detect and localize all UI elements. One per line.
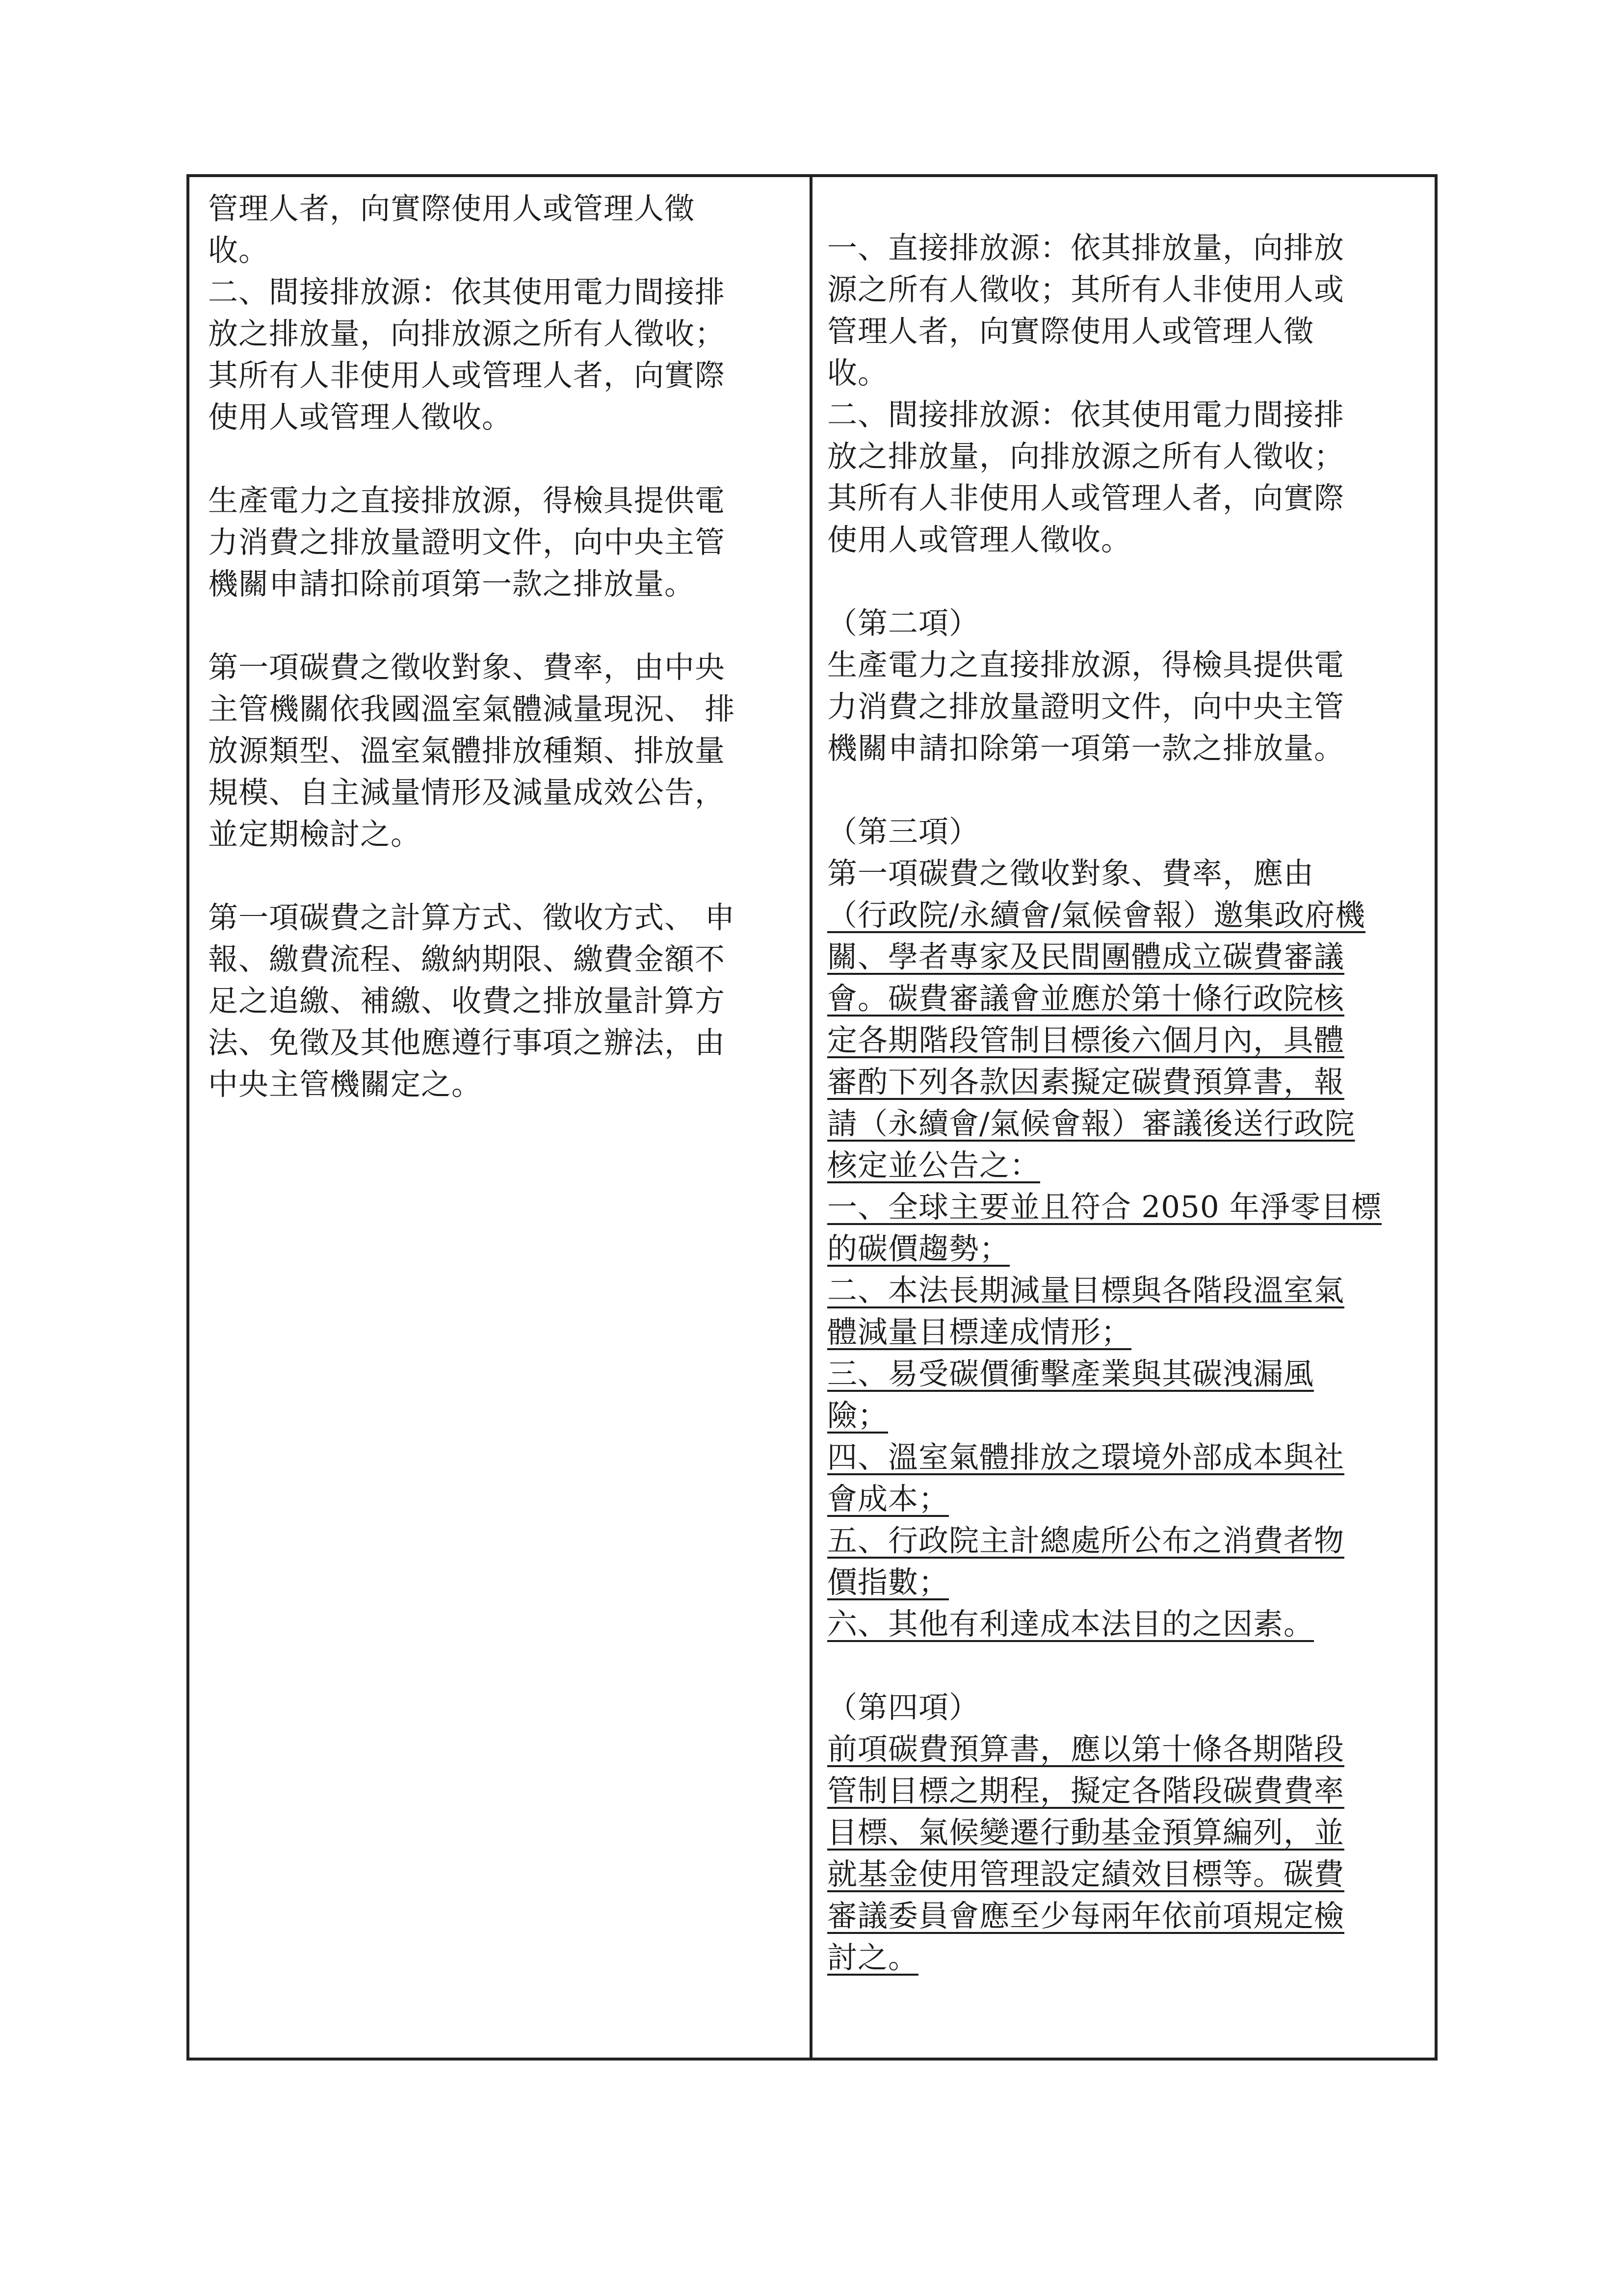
blank-line [827,1645,1425,1687]
text-line: 放源類型、溫室氣體排放種類、排放量 [208,733,726,768]
section-heading: （第三項） [827,814,980,849]
blank-line [208,605,800,647]
underlined-line: 二、本法長期減量目標與各階段溫室氣 [827,1273,1345,1308]
text-line: 使用人或管理人徵收。 [827,522,1132,557]
blank-line [208,855,800,897]
underlined-line: 價指數； [827,1565,949,1600]
text-line: 二、間接排放源：依其使用電力間接排 [827,397,1345,432]
text-line: 足之追繳、補繳、收費之排放量計算方 [208,984,726,1018]
text-line: 力消費之排放量證明文件，向中央主管 [208,525,726,560]
underlined-line: 六、其他有利達成本法目的之因素。 [827,1607,1314,1642]
text-line: 生產電力之直接排放源，得檢具提供電 [827,648,1345,682]
text-line: 放之排放量，向排放源之所有人徵收； [827,439,1345,474]
text-line: 機關申請扣除前項第一款之排放量。 [208,567,695,601]
blank-line [208,438,800,480]
text-line: 管理人者，向實際使用人或管理人徵 [827,314,1314,349]
text-line: 第一項碳費之徵收對象、費率，由中央 [208,650,726,685]
text-line: 一、直接排放源：依其排放量，向排放 [827,231,1345,265]
text-line: 收。 [827,356,889,391]
text-line: 機關申請扣除第一項第一款之排放量。 [827,731,1345,766]
text-line: 法、免徵及其他應遵行事項之辦法，由 [208,1025,726,1060]
underlined-line: 會成本； [827,1482,949,1516]
text-line: 二、間接排放源：依其使用電力間接排 [208,275,726,310]
text-line: 第一項碳費之徵收對象、費率，應由 [827,856,1314,891]
text-line: 中央主管機關定之。 [208,1067,482,1102]
text-line: 其所有人非使用人或管理人者，向實際 [827,481,1345,516]
section-heading: （第二項） [827,606,980,641]
text-line: 使用人或管理人徵收。 [208,400,513,435]
underlined-line: 討之。 [827,1940,919,1975]
right-column [812,177,1435,2058]
text-line: 力消費之排放量證明文件，向中央主管 [827,689,1345,724]
underlined-line: 的碳價趨勢； [827,1231,1010,1266]
text-line: 生產電力之直接排放源，得檢具提供電 [208,483,726,518]
underlined-line: 審酌下列各款因素擬定碳費預算書，報 [827,1065,1345,1099]
text-line: 管理人者，向實際使用人或管理人徵 [208,191,695,226]
left-column [189,177,812,2058]
text-line: 規模、自主減量情形及減量成效公告， [208,775,726,810]
underlined-line: 就基金使用管理設定績效目標等。碳費 [827,1857,1345,1892]
underlined-line: 定各期階段管制目標後六個月內，具體 [827,1023,1345,1058]
blank-line [827,769,1425,811]
comparison-table [186,174,1438,2061]
section-heading: （第四項） [827,1690,980,1725]
underlined-line: 四、溫室氣體排放之環境外部成本與社 [827,1440,1345,1475]
text-line: 報、繳費流程、繳納期限、繳費金額不 [208,942,726,977]
underlined-line: 管制目標之期程，擬定各階段碳費費率 [827,1774,1345,1808]
underlined-line: 審議委員會應至少每兩年依前項規定檢 [827,1899,1345,1933]
underlined-line: 目標、氣候變遷行動基金預算編列，並 [827,1815,1345,1850]
underlined-line: 險； [827,1398,889,1433]
blank-line [827,561,1425,602]
underlined-line: 會。碳費審議會並應於第十條行政院核 [827,981,1345,1016]
underlined-line: 一、全球主要並且符合 2050 年淨零目標 [827,1190,1382,1225]
underlined-line: 三、易受碳價衝擊產業與其碳洩漏風 [827,1357,1314,1391]
text-line: 源之所有人徵收；其所有人非使用人或 [827,272,1345,307]
text-line: 第一項碳費之計算方式、徵收方式、 申 [208,900,735,935]
underlined-line: 核定並公告之： [827,1148,1041,1183]
text-line: 收。 [208,233,269,268]
underlined-line: 五、行政院主計總處所公布之消費者物 [827,1523,1345,1558]
underlined-line: 體減量目標達成情形； [827,1315,1132,1350]
underlined-line: 前項碳費預算書，應以第十條各期階段 [827,1732,1345,1767]
underlined-line: 關、學者專家及民間團體成立碳費審議 [827,939,1345,974]
text-line: 放之排放量，向排放源之所有人徵收； [208,316,726,351]
underlined-line: 請（永續會/氣候會報）審議後送行政院 [827,1106,1355,1141]
text-line: 主管機關依我國溫室氣體減量現況、 排 [208,692,735,727]
text-line: 其所有人非使用人或管理人者，向實際 [208,358,726,393]
text-line: 並定期檢討之。 [208,817,421,852]
underlined-line: （行政院/永續會/氣候會報）邀集政府機 [827,898,1366,933]
